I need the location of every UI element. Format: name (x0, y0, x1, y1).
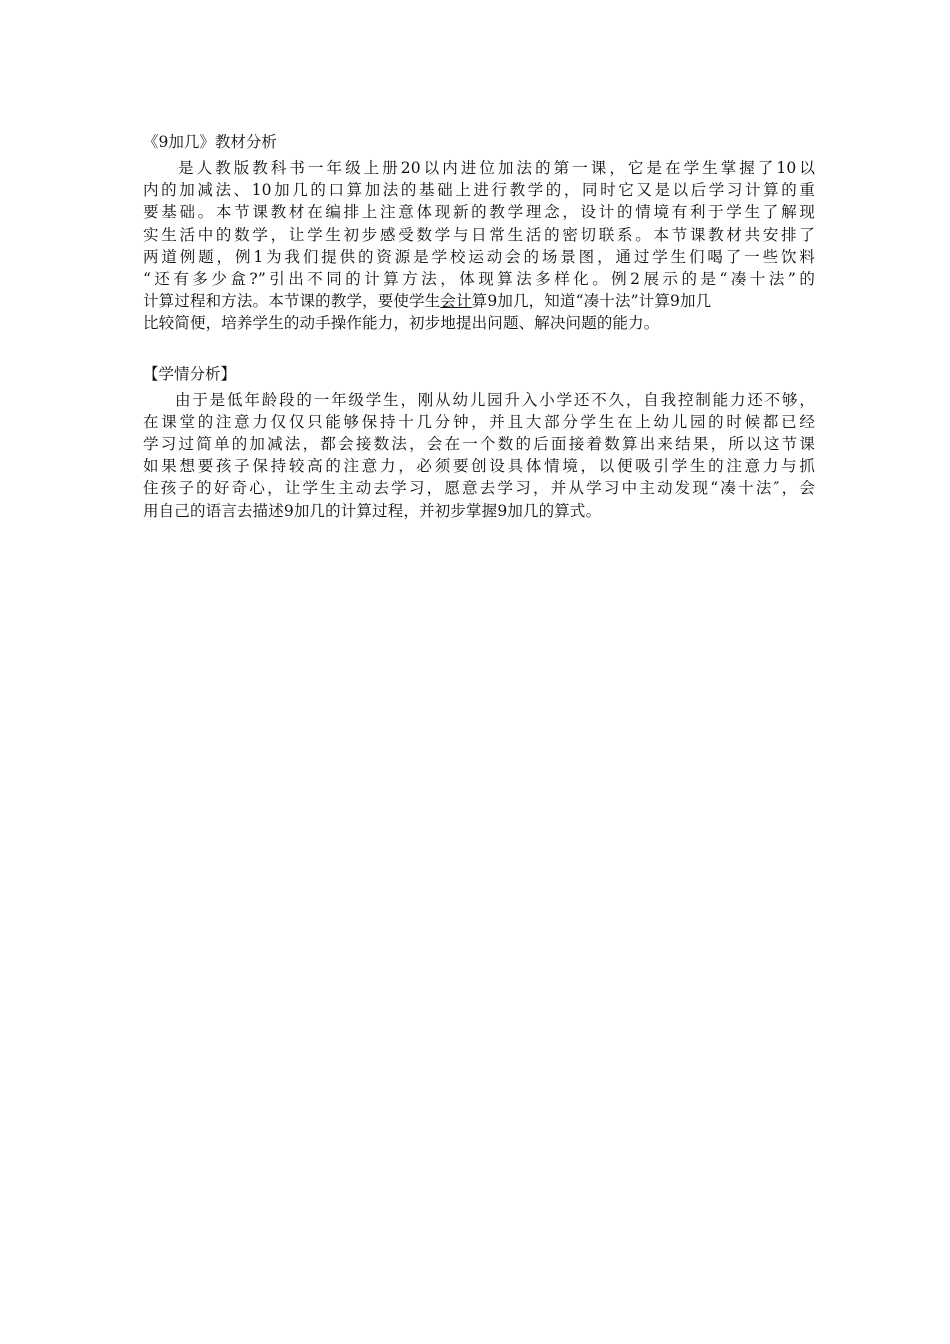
line-text: 算9加几，知道“凑十法”计算9加几 (471, 292, 712, 311)
paragraph-line (143, 290, 815, 312)
paragraph-line: 住孩子的好奇心，让学生主动去学习，愿意去学习，并从学习中主动发现“凑十法″，会 (143, 479, 815, 498)
paragraph-line: 如果想要孩子保持较高的注意力，必须要创设具体情境，以便吸引学生的注意力与抓 (143, 457, 815, 476)
learner-analysis-paragraph (143, 389, 815, 522)
paragraph-line: 学习过简单的加减法，都会接数法，会在一个数的后面接着数算出来结果，所以这节课 (143, 435, 815, 454)
paragraph-line: 实生活中的数学，让学生初步感受数学与日常生活的密切联系。本节课教材共安排了 (143, 225, 815, 244)
paragraph-line: 用自己的语言去描述9加几的计算过程，并初步掌握9加几的算式。 (143, 501, 602, 520)
paragraph-line: 要基础。本节课教材在编排上注意体现新的教学理念，设计的情境有利于学生了解现 (143, 203, 815, 222)
paragraph-line: 两道例题，例1为我们提供的资源是学校运动会的场景图，通过学生们喝了一些饮料 (143, 247, 815, 266)
underlined-text: 会计 (440, 292, 472, 311)
section-spacer (143, 335, 815, 363)
paragraph-line: 内的加减法、10加几的口算加法的基础上进行教学的，同时它又是以后学习计算的重 (143, 181, 815, 200)
line-text: 计算过程和方法。本节课的教学，要使学生 (143, 292, 441, 311)
section-heading: 【学情分析】 (143, 364, 237, 383)
paragraph-line: “还有多少盒?”引出不同的计算方法，体现算法多样化。例2展示的是“凑十法”的 (143, 270, 815, 289)
paragraph-line: 是人教版教科书一年级上册20以内进位加法的第一课，它是在学生掌握了10以 (178, 159, 815, 177)
material-analysis-paragraph (143, 157, 815, 335)
document-title: 《9加几》教材分析 (143, 133, 277, 151)
paragraph-line: 比较简便，培养学生的动手操作能力，初步地提出问题、解决问题的能力。 (143, 314, 660, 333)
paragraph-line: 由于是低年龄段的一年级学生，刚从幼儿园升入小学还不久，自我控制能力还不够， (175, 390, 815, 409)
paragraph-line: 在课堂的注意力仅仅只能够保持十几分钟，并且大部分学生在上幼儿园的时候都已经 (143, 412, 815, 431)
document-body (143, 131, 815, 522)
